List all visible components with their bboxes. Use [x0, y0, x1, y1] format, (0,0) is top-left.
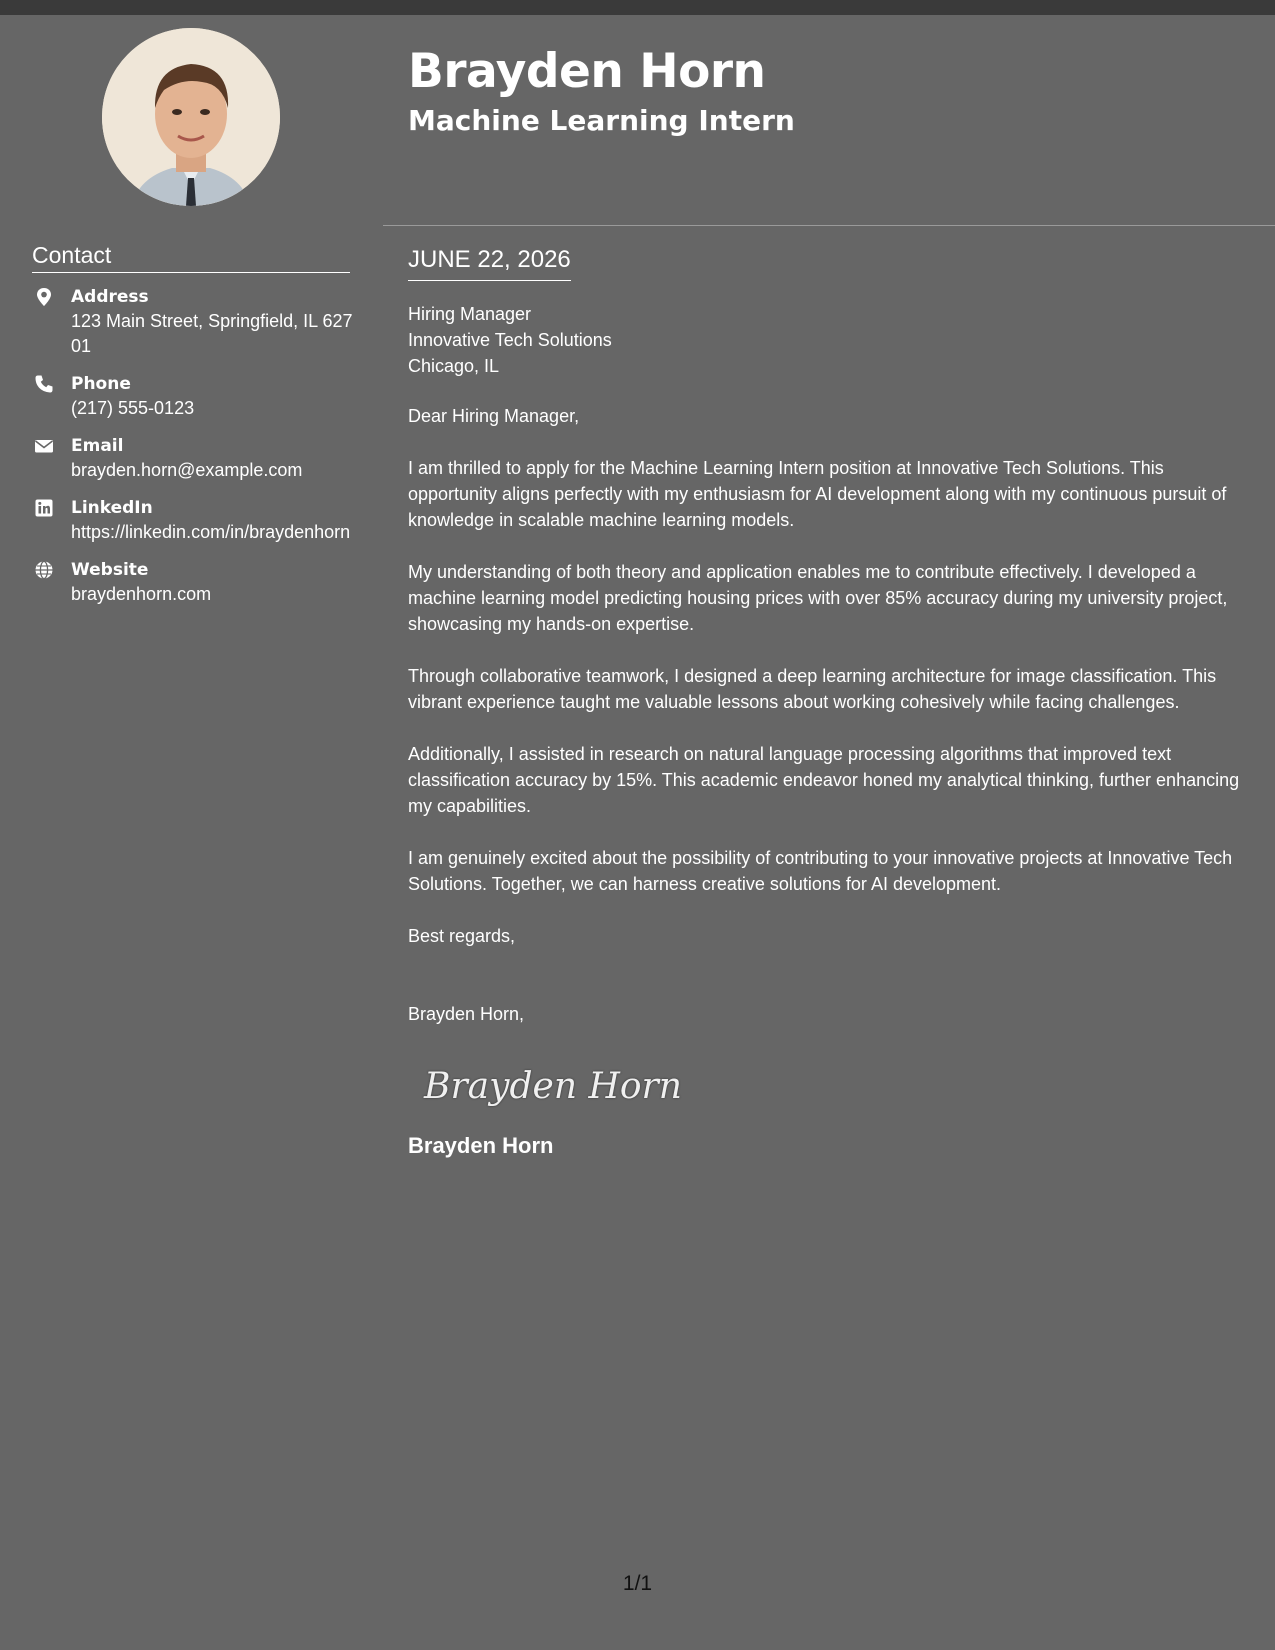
contact-address — [32, 285, 362, 359]
recipient-line: Chicago, IL — [408, 356, 500, 376]
email-value[interactable]: brayden.horn@example.com — [71, 460, 303, 480]
linkedin-value[interactable]: https://linkedin.com/in/braydenhorn — [71, 522, 351, 542]
body-paragraph: I am thrilled to apply for the Machine Learning Intern position at Innovative Tech Solutions. This opportunity aligns perfectly with my enthusiasm for AI development along with my continuous pursuit of knowledge in scalable machine learning models. — [408, 458, 1227, 530]
contact-website — [32, 558, 362, 607]
recipient-line: Hiring Manager — [408, 304, 532, 324]
contact-label: Email — [71, 436, 124, 456]
contact-phone — [32, 372, 362, 421]
body-paragraph: Additionally, I assisted in research on natural language processing algorithms that improved text classification accuracy by 15%. This academic endeavor honed my analytical thinking, further enhancing my capabilities. — [408, 744, 1240, 816]
contact-linkedin — [32, 496, 362, 545]
map-pin-icon — [34, 287, 54, 307]
page-number: 1/1 — [622, 1572, 653, 1595]
body-paragraph: I am genuinely excited about the possibility of contributing to your innovative projects at Innovative Tech Solutions. Together, we can harness creative solutions for AI development. — [408, 848, 1233, 894]
contact-list — [32, 285, 362, 620]
signer-name: Brayden Horn, — [408, 1004, 525, 1024]
envelope-icon — [34, 436, 54, 456]
job-title: Machine Learning Intern — [408, 104, 795, 137]
contact-heading: Contact — [32, 240, 350, 273]
contact-email — [32, 434, 362, 483]
letter-date: JUNE 22, 2026 — [408, 244, 571, 281]
salutation: Dear Hiring Manager, — [408, 406, 580, 426]
contact-label: Website — [71, 560, 149, 580]
phone-icon — [34, 374, 54, 394]
candidate-name: Brayden Horn — [408, 44, 766, 99]
body-paragraph: My understanding of both theory and application enables me to contribute effectively. I developed a machine learning model predicting housing prices with over 85% accuracy during my university project, showcasing my hands-on expertise. — [408, 562, 1228, 634]
recipient-block — [408, 301, 1248, 379]
address-value: 123 Main Street, Springfield, IL 62701 — [71, 311, 353, 356]
profile-photo — [102, 28, 280, 206]
header-divider — [383, 225, 1275, 226]
handwritten-signature: Brayden Horn — [424, 1066, 682, 1107]
linkedin-icon — [34, 498, 54, 518]
contact-label: LinkedIn — [71, 498, 153, 518]
closing: Best regards, — [408, 926, 516, 946]
website-value[interactable]: braydenhorn.com — [71, 584, 212, 604]
globe-icon — [34, 560, 54, 580]
phone-value: (217) 555-0123 — [71, 398, 195, 418]
top-bar — [0, 0, 1275, 15]
contact-label: Phone — [71, 374, 131, 394]
signer-name-bold: Brayden Horn — [408, 1133, 554, 1158]
letter-body — [408, 244, 1248, 1161]
contact-label: Address — [71, 287, 149, 307]
recipient-line: Innovative Tech Solutions — [408, 330, 612, 350]
body-paragraph: Through collaborative teamwork, I designed a deep learning architecture for image classification. This vibrant experience taught me valuable lessons about working cohesively while facing challenges. — [408, 666, 1217, 712]
